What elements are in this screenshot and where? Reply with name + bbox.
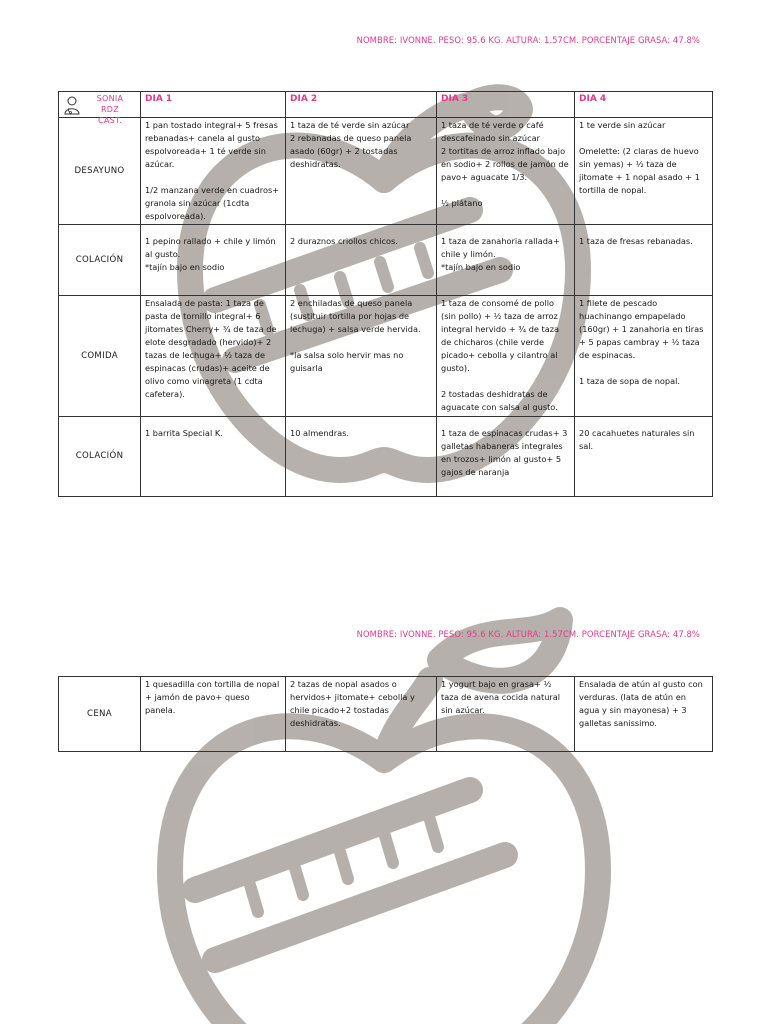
menu-cell: 20 cacahuetes naturales sin sal. — [575, 417, 713, 497]
menu-cell: 2 duraznos criollos chicos. — [286, 225, 437, 296]
meal-label: DESAYUNO — [59, 118, 141, 225]
patient-header: NOMBRE: IVONNE. PESO: 95.6 KG. ALTURA: 1.57CM. PORCENTAJE GRASA: 47.8% — [356, 629, 700, 639]
menu-cell: 1 taza de té verde o café descafeinado sin azúcar 2 tortitas de arroz inflado bajo en sodio+ 2 rollos de jamón de pavo+ aguacate 1/3. ½ plátano — [437, 118, 575, 225]
menu-cell: 1 pan tostado integral+ 5 fresas rebanadas+ canela al gusto espolvoreada+ 1 té verde sin azúcar. 1/2 manzana verde en cuadros+ granola sin azúcar (1cdta espolvoreada). — [141, 118, 286, 225]
menu-cell: 1 quesadilla con tortilla de nopal + jamón de pavo+ queso panela. — [141, 677, 286, 752]
menu-cell: 1 taza de espinacas crudas+ 3 galletas habaneras integrales en trozos+ limón al gusto+ 5 gajos de naranja — [437, 417, 575, 497]
day-header-4: DIA 4 — [575, 92, 713, 118]
table-row — [59, 296, 713, 417]
menu-cell: 1 taza de consomé de pollo (sin pollo) + ½ taza de arroz integral hervido + ¾ de taza de chicharos (chile verde picado+ cebolla y cilantro al gusto). 2 tostadas deshidratas de aguacate con salsa al gusto. — [437, 296, 575, 417]
day-header-1: DIA 1 — [141, 92, 286, 118]
table-row — [59, 417, 713, 497]
table-row — [59, 225, 713, 296]
menu-cell: 2 tazas de nopal asados o hervidos+ jitomate+ cebolla y chile picado+2 tostadas deshidratas. — [286, 677, 437, 752]
menu-cell: 1 yogurt bajo en grasa+ ½ taza de avena cocida natural sin azúcar. — [437, 677, 575, 752]
menu-cell: 1 filete de pescado huachinango empapelado (160gr) + 1 zanahoria en tiras + 5 papas cambray + ½ taza de espinacas. 1 taza de sopa de nopal. — [575, 296, 713, 417]
meal-label: COMIDA — [59, 296, 141, 417]
table-row — [59, 677, 713, 752]
table-row — [59, 118, 713, 225]
meal-label: COLACIÓN — [59, 225, 141, 296]
nutritionist-name: SONIA — [96, 94, 124, 103]
menu-cell: 1 taza de té verde sin azúcar 2 rebanadas de queso panela asado (60gr) + 2 tostadas deshidratas. — [286, 118, 437, 225]
patient-header: NOMBRE: IVONNE. PESO: 95.6 KG. ALTURA: 1.57CM. PORCENTAJE GRASA: 47.8% — [356, 35, 700, 45]
day-header-3: DIA 3 — [437, 92, 575, 118]
menu-cell: 1 te verde sin azúcar Omelette: (2 claras de huevo sin yemas) + ½ taza de jitomate + 1 nopal asado + 1 tortilla de nopal. — [575, 118, 713, 225]
menu-cell: 1 taza de zanahoria rallada+ chile y limón. *tajín bajo en sodio — [437, 225, 575, 296]
menu-cell: 1 barrita Special K. — [141, 417, 286, 497]
meal-label: CENA — [59, 677, 141, 752]
meal-plan-table — [58, 91, 713, 497]
menu-cell: 2 enchiladas de queso panela (sustituir tortilla por hojas de lechuga) + salsa verde hervida. *la salsa solo hervir mas no guisarla — [286, 296, 437, 417]
meal-label: COLACIÓN — [59, 417, 141, 497]
dinner-table — [58, 676, 713, 752]
day-header-2: DIA 2 — [286, 92, 437, 118]
nutritionist-surname: RDZ CAST. — [97, 105, 123, 125]
menu-cell: 1 taza de fresas rebanadas. — [575, 225, 713, 296]
nutritionist-cell — [59, 92, 141, 125]
doctor-icon — [63, 95, 81, 115]
menu-cell: Ensalada de atún al gusto con verduras. (lata de atún en agua y sin mayonesa) + 3 galletas sanissimo. — [575, 677, 713, 752]
menu-cell: 1 pepino rallado + chile y limón al gusto. *tajín bajo en sodio — [141, 225, 286, 296]
menu-cell: Ensalada de pasta: 1 taza de pasta de tornillo integral+ 6 jitomates Cherry+ ¾ de taza de elote desgradado (hervido)+ 2 tazas de lechuga+ ½ taza de espinacas (crudas)+ aceite de olivo como vinagreta (1 cdta cafetera). — [141, 296, 286, 417]
menu-cell: 10 almendras. — [286, 417, 437, 497]
